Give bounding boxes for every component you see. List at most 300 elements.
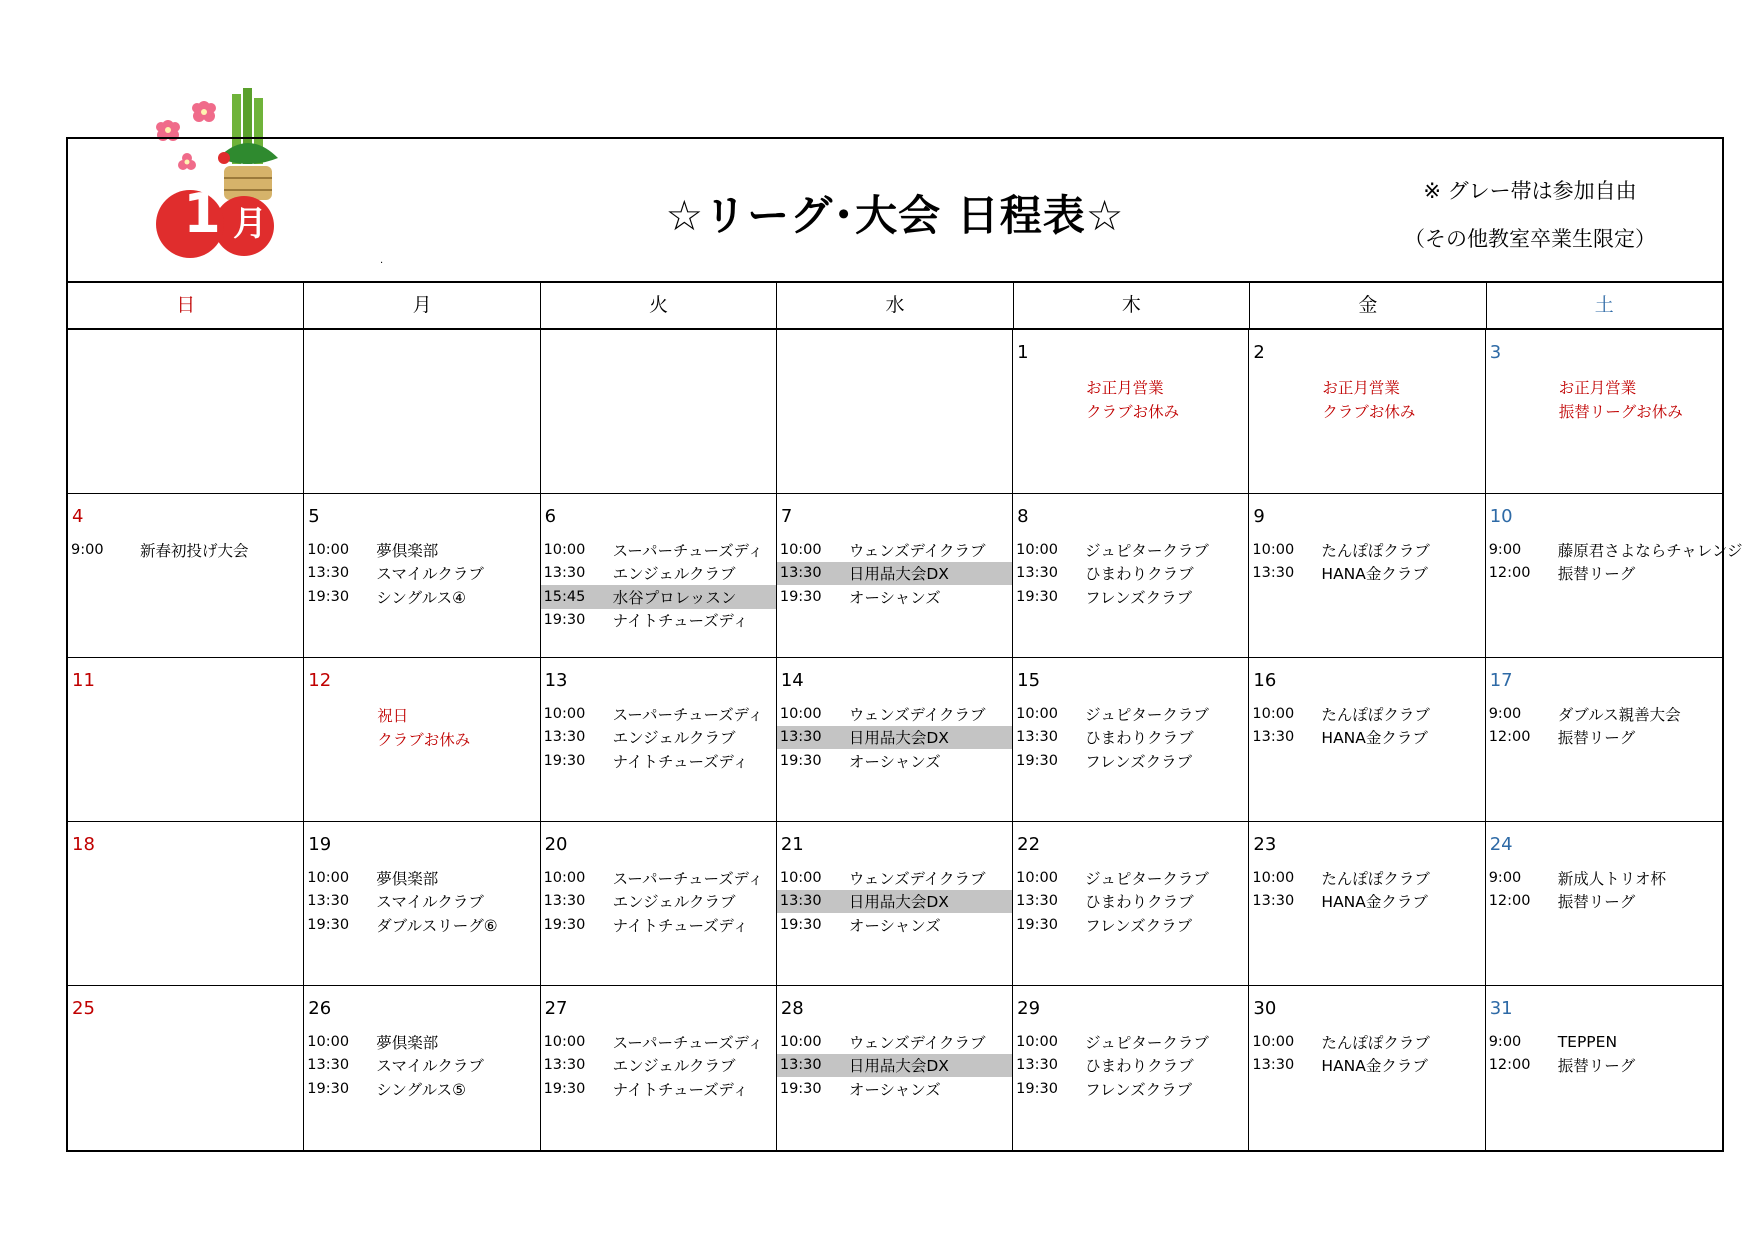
- day-number: 22: [1017, 834, 1041, 855]
- day-cell: [541, 494, 777, 658]
- event-list: [1249, 702, 1484, 749]
- event-row: [541, 562, 776, 586]
- event-name: ひまわりクラブ: [1085, 729, 1194, 748]
- event-time: 13:30: [307, 565, 350, 582]
- event-row: [304, 890, 539, 914]
- event-name: エンジェルクラブ: [612, 565, 736, 584]
- closure-notice-line: クラブお休み: [1086, 403, 1180, 421]
- event-name: ひまわりクラブ: [1085, 1057, 1194, 1076]
- note-line-2: （その他教室卒業生限定）: [1404, 227, 1656, 251]
- event-row: [304, 562, 539, 586]
- day-number: 15: [1017, 670, 1041, 691]
- closure-notice: [1086, 376, 1179, 424]
- event-name: ウェンズデイクラブ: [848, 869, 986, 888]
- day-number: 8: [1017, 506, 1029, 527]
- event-row: [541, 726, 776, 750]
- day-cell: [68, 330, 304, 494]
- event-list: [1486, 866, 1722, 913]
- event-row: [1249, 562, 1484, 586]
- event-row: [1013, 702, 1248, 726]
- weekday-sun: 日: [68, 283, 304, 328]
- event-row: [1013, 1077, 1248, 1101]
- event-time: 13:30: [779, 729, 822, 746]
- event-time: 10:00: [1252, 705, 1295, 722]
- event-row: [1486, 538, 1743, 562]
- event-list: [777, 1030, 1012, 1101]
- event-time: 10:00: [307, 869, 350, 886]
- event-list: [541, 702, 776, 773]
- day-number: 14: [780, 670, 804, 691]
- weekday-wed: 水: [777, 283, 1013, 328]
- event-row: [68, 538, 303, 562]
- day-cell: [541, 822, 777, 986]
- event-name: 夢倶楽部: [376, 1033, 439, 1052]
- event-time: 10:00: [307, 1033, 350, 1050]
- event-name: 振替リーグ: [1557, 729, 1636, 748]
- event-time: 13:30: [543, 893, 586, 910]
- event-time: 13:30: [779, 565, 822, 582]
- event-name: スーパーチューズディ: [612, 705, 764, 724]
- event-row: [777, 538, 1012, 562]
- event-row: [1486, 1030, 1722, 1054]
- event-time: 10:00: [543, 705, 586, 722]
- event-name: エンジェルクラブ: [612, 729, 736, 748]
- day-number: 23: [1253, 834, 1277, 855]
- event-name: HANA金クラブ: [1321, 729, 1428, 748]
- weekday-header: [68, 281, 1722, 330]
- event-list: [1486, 702, 1722, 749]
- tiny-mark: .: [380, 255, 384, 266]
- event-row: [541, 749, 776, 773]
- event-list: [304, 538, 539, 609]
- day-cell: [541, 658, 777, 822]
- event-row: [304, 585, 539, 609]
- day-cell: [1013, 822, 1249, 986]
- event-name: フレンズクラブ: [1085, 1080, 1193, 1099]
- event-time: 13:30: [543, 729, 586, 746]
- event-time: 10:00: [779, 869, 822, 886]
- event-time: 10:00: [779, 541, 822, 558]
- weekday-fri: 金: [1250, 283, 1486, 328]
- event-list: [304, 1030, 539, 1101]
- event-time: 10:00: [779, 1033, 822, 1050]
- event-name: ウェンズデイクラブ: [848, 1033, 986, 1052]
- event-row: [1013, 1030, 1248, 1054]
- free-participation-event: [777, 562, 1012, 586]
- day-number: 6: [544, 506, 557, 527]
- day-cell: [68, 494, 304, 658]
- day-cell: [1249, 494, 1485, 658]
- event-time: 13:30: [779, 893, 822, 910]
- event-row: [541, 538, 776, 562]
- event-time: 13:30: [1016, 565, 1058, 582]
- event-row: [1486, 866, 1722, 890]
- day-cell: [777, 330, 1013, 494]
- event-time: 13:30: [779, 1057, 822, 1074]
- event-name: ジュピタークラブ: [1085, 705, 1209, 724]
- day-number: 30: [1253, 998, 1277, 1019]
- event-name: ジュピタークラブ: [1085, 1033, 1209, 1052]
- event-name: たんぽぽクラブ: [1321, 869, 1430, 888]
- event-name: ウェンズデイクラブ: [848, 705, 986, 724]
- day-cell: [777, 986, 1013, 1150]
- day-number: 27: [544, 998, 568, 1019]
- event-time: 10:00: [307, 541, 350, 558]
- event-row: [1249, 866, 1484, 890]
- day-cell: [541, 330, 777, 494]
- closure-notice-line: お正月営業: [1086, 379, 1164, 397]
- event-name: 日用品大会DX: [848, 565, 949, 584]
- event-name: 振替リーグ: [1557, 1057, 1636, 1076]
- event-row: [777, 749, 1012, 773]
- event-row: [541, 1054, 776, 1078]
- day-cell: [541, 986, 777, 1150]
- event-row: [1486, 726, 1722, 750]
- event-name: スーパーチューズディ: [612, 1033, 764, 1052]
- event-row: [541, 913, 776, 937]
- event-name: ダブルスリーグ⑥: [376, 916, 498, 935]
- event-time: 10:00: [1016, 1033, 1058, 1050]
- event-time: 19:30: [779, 588, 822, 605]
- event-time: 9:00: [1488, 869, 1522, 886]
- event-time: 10:00: [1252, 1033, 1295, 1050]
- day-cell: [304, 658, 540, 822]
- day-cell: [68, 658, 304, 822]
- free-participation-event: [777, 890, 1012, 914]
- event-name: 振替リーグ: [1557, 565, 1636, 584]
- event-row: [541, 1030, 776, 1054]
- day-cell: [1486, 494, 1743, 658]
- event-name: オーシャンズ: [848, 916, 941, 935]
- event-time: 19:30: [543, 916, 586, 933]
- event-time: 19:30: [307, 916, 350, 933]
- event-row: [1013, 1054, 1248, 1078]
- month-number: 1: [183, 182, 221, 245]
- closure-notice-line: お正月営業: [1558, 379, 1637, 397]
- event-time: 19:30: [307, 1080, 350, 1097]
- event-name: たんぽぽクラブ: [1321, 705, 1430, 724]
- event-name: 夢倶楽部: [376, 869, 439, 888]
- event-row: [304, 866, 539, 890]
- event-list: [1249, 538, 1484, 585]
- event-row: [777, 913, 1012, 937]
- event-time: 9:00: [1488, 541, 1522, 558]
- event-name: スーパーチューズディ: [612, 541, 764, 560]
- event-time: 13:30: [307, 893, 350, 910]
- event-name: ナイトチューズディ: [612, 916, 749, 935]
- event-time: 19:30: [543, 752, 586, 769]
- event-list: [304, 866, 539, 937]
- event-name: ひまわりクラブ: [1085, 893, 1194, 912]
- day-number: 16: [1253, 670, 1277, 691]
- event-name: HANA金クラブ: [1321, 893, 1428, 912]
- event-row: [1249, 702, 1484, 726]
- event-time: 13:30: [1252, 729, 1295, 746]
- event-row: [1013, 562, 1248, 586]
- day-cell: [1249, 822, 1485, 986]
- day-cell: [304, 822, 540, 986]
- day-cell: [1013, 494, 1249, 658]
- closure-notice-line: クラブお休み: [377, 731, 471, 749]
- day-number: 2: [1253, 342, 1265, 363]
- event-time: 13:30: [1252, 565, 1295, 582]
- event-time: 19:30: [779, 1080, 822, 1097]
- day-number: 31: [1489, 998, 1513, 1019]
- day-cell: [1249, 658, 1485, 822]
- event-time: 10:00: [1016, 869, 1058, 886]
- event-row: [1013, 866, 1248, 890]
- event-time: 10:00: [1016, 705, 1058, 722]
- event-name: スーパーチューズディ: [612, 869, 764, 888]
- event-time: 13:30: [307, 1057, 350, 1074]
- event-name: ジュピタークラブ: [1085, 869, 1209, 888]
- event-name: フレンズクラブ: [1085, 916, 1193, 935]
- event-row: [304, 1054, 539, 1078]
- day-number: 24: [1489, 834, 1513, 855]
- day-cell: [1249, 986, 1485, 1150]
- event-row: [1249, 1054, 1484, 1078]
- event-row: [777, 866, 1012, 890]
- day-cell: [1486, 822, 1722, 986]
- event-row: [304, 1030, 539, 1054]
- event-name: HANA金クラブ: [1321, 1057, 1428, 1076]
- day-number: 29: [1017, 998, 1041, 1019]
- day-number: 4: [72, 506, 84, 527]
- event-time: 13:30: [543, 565, 586, 582]
- event-row: [777, 1077, 1012, 1101]
- day-number: 1: [1017, 342, 1029, 363]
- event-list: [1013, 538, 1248, 609]
- event-row: [1486, 890, 1722, 914]
- event-time: 12:00: [1488, 729, 1531, 746]
- free-participation-event: [777, 1054, 1012, 1078]
- event-name: たんぽぽクラブ: [1321, 1033, 1430, 1052]
- event-name: スマイルクラブ: [376, 1057, 484, 1076]
- closure-notice: [1559, 376, 1683, 424]
- event-row: [777, 702, 1012, 726]
- calendar-grid: [68, 330, 1743, 1150]
- day-number: 26: [308, 998, 332, 1019]
- event-time: 19:30: [779, 752, 822, 769]
- event-time: 9:00: [71, 541, 104, 558]
- event-list: [777, 538, 1012, 609]
- event-name: 日用品大会DX: [848, 729, 949, 748]
- event-row: [1249, 890, 1484, 914]
- event-time: 10:00: [543, 541, 586, 558]
- weekday-sat: 土: [1594, 294, 1614, 316]
- event-name: オーシャンズ: [848, 588, 941, 607]
- event-name: 日用品大会DX: [848, 1057, 949, 1076]
- event-name: フレンズクラブ: [1085, 752, 1193, 771]
- event-time: 9:00: [1488, 705, 1522, 722]
- event-row: [1486, 562, 1722, 586]
- event-row: [1013, 749, 1248, 773]
- event-name: エンジェルクラブ: [612, 1057, 736, 1076]
- event-list: [541, 866, 776, 937]
- event-row: [541, 890, 776, 914]
- event-row: [1013, 726, 1248, 750]
- event-time: 19:30: [1016, 752, 1058, 769]
- day-cell: [777, 822, 1013, 986]
- day-number: 20: [544, 834, 568, 855]
- event-list: [1249, 866, 1484, 913]
- event-list: [1013, 1030, 1248, 1101]
- free-participation-event: [541, 585, 776, 609]
- event-time: 10:00: [779, 705, 822, 722]
- event-time: 19:30: [543, 1080, 586, 1097]
- day-number: 3: [1489, 342, 1502, 363]
- event-list: [68, 538, 303, 562]
- event-row: [541, 866, 776, 890]
- day-number: 19: [308, 834, 332, 855]
- event-row: [777, 1030, 1012, 1054]
- day-number: 12: [308, 670, 332, 691]
- event-row: [541, 1077, 776, 1101]
- event-row: [1486, 1054, 1722, 1078]
- event-time: 10:00: [1252, 541, 1295, 558]
- day-number: 28: [780, 998, 804, 1019]
- closure-notice: [1322, 376, 1415, 424]
- closure-notice-line: 振替リーグお休み: [1558, 403, 1683, 421]
- event-row: [1249, 726, 1484, 750]
- event-row: [1486, 702, 1722, 726]
- event-row: [1013, 538, 1248, 562]
- event-name: ナイトチューズディ: [612, 1080, 749, 1099]
- day-number: 21: [780, 834, 804, 855]
- event-list: [1249, 1030, 1484, 1077]
- free-participation-event: [777, 726, 1012, 750]
- event-time: 12:00: [1488, 565, 1531, 582]
- event-row: [541, 702, 776, 726]
- event-time: 10:00: [543, 869, 586, 886]
- event-time: 19:30: [1016, 916, 1058, 933]
- event-name: HANA金クラブ: [1321, 565, 1428, 584]
- event-time: 13:30: [1252, 893, 1295, 910]
- event-row: [1249, 538, 1484, 562]
- event-name: 藤原君さよならチャレンジ: [1557, 541, 1743, 560]
- event-name: スマイルクラブ: [376, 565, 484, 584]
- event-time: 19:30: [779, 916, 822, 933]
- event-time: 13:30: [1016, 893, 1058, 910]
- event-row: [1013, 890, 1248, 914]
- event-name: オーシャンズ: [848, 1080, 941, 1099]
- event-time: 9:00: [1488, 1033, 1522, 1050]
- event-time: 13:30: [1252, 1057, 1295, 1074]
- day-cell: [304, 494, 540, 658]
- day-cell: [68, 822, 304, 986]
- day-number: 10: [1489, 506, 1513, 527]
- event-time: 13:30: [543, 1057, 586, 1074]
- day-cell: [304, 986, 540, 1150]
- schedule-sheet: [66, 137, 1743, 1152]
- event-time: 10:00: [543, 1033, 586, 1050]
- day-number: 7: [780, 506, 793, 527]
- day-number: 17: [1489, 670, 1513, 691]
- page-title: ☆リーグ･大会 日程表☆: [665, 191, 1125, 240]
- note: [1404, 167, 1656, 263]
- event-name: TEPPEN: [1557, 1032, 1618, 1051]
- event-name: たんぽぽクラブ: [1321, 541, 1430, 560]
- day-number: 25: [72, 998, 95, 1019]
- event-name: ウェンズデイクラブ: [848, 541, 986, 560]
- weekday-thu: 木: [1014, 283, 1250, 328]
- day-cell: [1486, 986, 1722, 1150]
- day-number: 11: [72, 670, 95, 691]
- day-cell: [1013, 986, 1249, 1150]
- event-row: [777, 585, 1012, 609]
- event-time: 19:30: [1016, 588, 1058, 605]
- event-name: エンジェルクラブ: [612, 893, 736, 912]
- month-label: 月: [233, 204, 267, 244]
- event-name: オーシャンズ: [848, 752, 941, 771]
- day-cell: [68, 986, 304, 1150]
- event-row: [1249, 1030, 1484, 1054]
- day-number: 18: [72, 834, 95, 855]
- event-name: ナイトチューズディ: [612, 752, 749, 771]
- event-list: [1486, 538, 1743, 585]
- closure-notice: [377, 704, 470, 752]
- day-number: 13: [544, 670, 568, 691]
- day-cell: [1486, 330, 1722, 494]
- event-name: シングルス⑤: [376, 1080, 467, 1099]
- event-name: 新成人トリオ杯: [1557, 869, 1667, 888]
- event-time: 12:00: [1488, 1057, 1531, 1074]
- event-list: [1486, 1030, 1722, 1077]
- event-list: [541, 538, 776, 632]
- day-number: 9: [1253, 506, 1265, 527]
- event-row: [304, 913, 539, 937]
- event-time: 10:00: [1252, 869, 1295, 886]
- event-time: 12:00: [1488, 893, 1531, 910]
- event-list: [1013, 702, 1248, 773]
- event-name: シングルス④: [376, 588, 467, 607]
- event-name: ナイトチューズディ: [612, 612, 749, 631]
- event-name: スマイルクラブ: [376, 893, 484, 912]
- event-time: 19:30: [307, 588, 350, 605]
- day-cell: [777, 494, 1013, 658]
- event-name: 夢倶楽部: [376, 541, 439, 560]
- day-cell: [1013, 658, 1249, 822]
- event-name: 日用品大会DX: [848, 893, 949, 912]
- event-time: 15:45: [543, 588, 586, 605]
- event-name: ひまわりクラブ: [1085, 565, 1194, 584]
- event-list: [1013, 866, 1248, 937]
- event-list: [777, 702, 1012, 773]
- event-row: [1013, 585, 1248, 609]
- weekday-mon: 月: [304, 283, 540, 328]
- event-time: 10:00: [1016, 541, 1058, 558]
- event-row: [1013, 913, 1248, 937]
- event-name: フレンズクラブ: [1085, 588, 1193, 607]
- event-name: ダブルス親善大会: [1557, 705, 1681, 724]
- event-name: 振替リーグ: [1557, 893, 1636, 912]
- closure-notice-line: 祝日: [377, 707, 409, 725]
- weekday-tue: 火: [541, 283, 777, 328]
- note-line-1: ※ グレー帯は参加自由: [1423, 179, 1637, 203]
- event-row: [304, 538, 539, 562]
- event-row: [541, 609, 776, 633]
- day-cell: [1013, 330, 1249, 494]
- event-row: [304, 1077, 539, 1101]
- closure-notice-line: お正月営業: [1322, 379, 1400, 397]
- event-time: 13:30: [1016, 729, 1058, 746]
- event-time: 13:30: [1016, 1057, 1058, 1074]
- event-time: 19:30: [1016, 1080, 1058, 1097]
- event-name: 水谷プロレッスン: [612, 588, 737, 607]
- day-cell: [1486, 658, 1722, 822]
- event-name: 新春初投げ大会: [140, 541, 249, 560]
- event-time: 19:30: [543, 612, 586, 629]
